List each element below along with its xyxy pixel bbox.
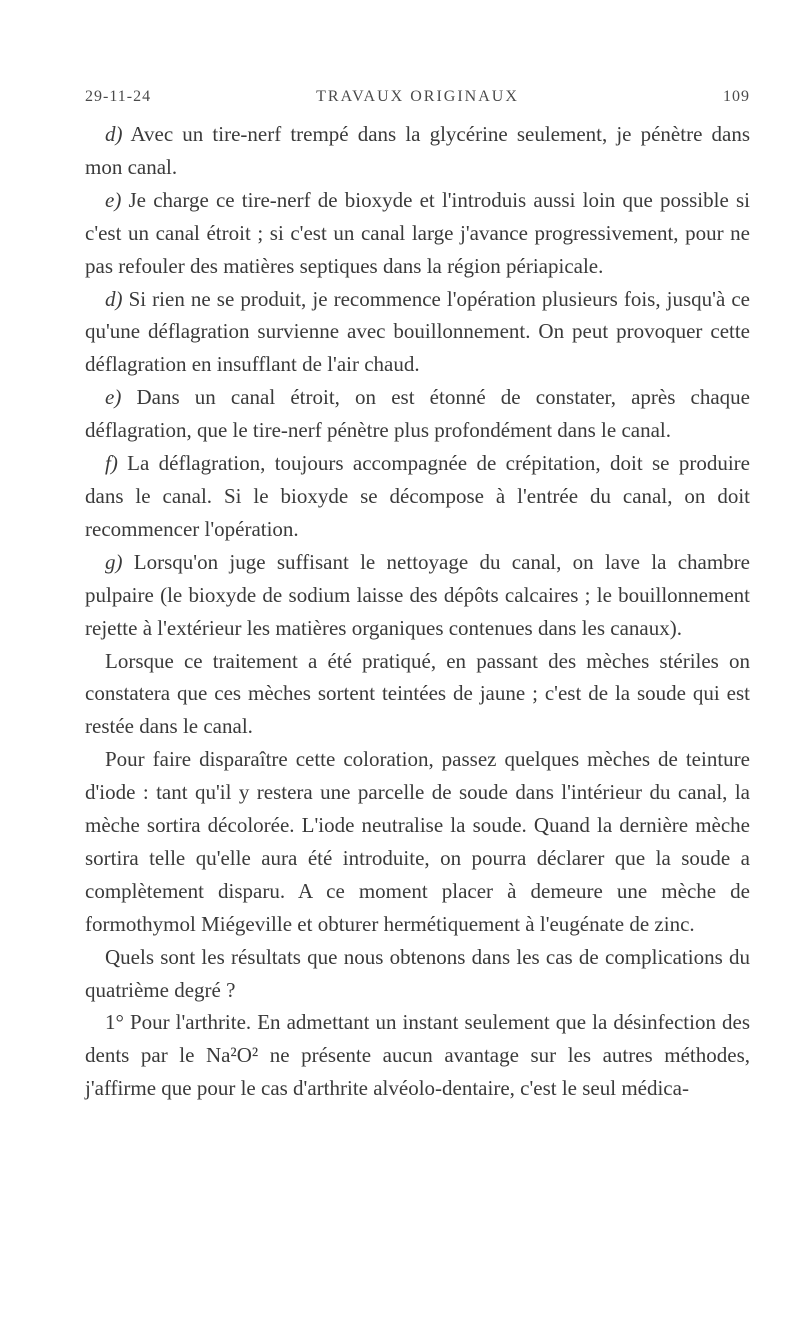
paragraph	[85, 283, 750, 382]
paragraph-text: Je charge ce tire-nerf de bioxyde et l'introduis aussi loin que possible si c'est un canal étroit ; si c'est un canal large j'avance progressivement, pour ne pas refouler des matières septiques dans la région périapicale.	[85, 187, 750, 278]
paragraph-text: 1° Pour l'arthrite. En admettant un instant seulement que la désinfection des dents par le Na²O² ne présente aucun avantage sur les autres méthodes, j'affirme que pour le cas d'arthrite alvéolo-dentaire, c'est le seul médica-	[85, 1010, 750, 1101]
paragraph	[85, 546, 750, 645]
header-date: 29-11-24	[85, 88, 152, 105]
paragraph	[85, 645, 750, 744]
paragraph-text: Lorsque ce traitement a été pratiqué, en passant des mèches stériles on constatera que ces mèches sortent teintées de jaune ; c'est de la soude qui est restée dans le canal.	[85, 648, 750, 739]
paragraph-label: d)	[105, 122, 123, 146]
page-number: 109	[723, 88, 750, 105]
paragraph	[85, 941, 750, 1007]
paragraph-label: e)	[105, 187, 122, 212]
paragraph	[85, 447, 750, 546]
paragraph-label: g)	[105, 549, 123, 574]
paragraph	[85, 1006, 750, 1105]
paragraph-label: f)	[105, 451, 118, 476]
paragraph-text: Pour faire disparaître cette coloration, passez quelques mèches de teinture d'iode : tant qu'il y restera une parcelle de soude dans l'intérieur du canal, la mèche sortira décolorée. L'iode neutralise la soude. Quand la dernière mèche sortira telle qu'elle aura été introduite, on pourra déclarer que la soude a complètement disparu. A ce moment placer à demeure une mèche de formothymol Miégeville et obturer hermétiquement à l'eugénate de zinc.	[85, 747, 750, 936]
header-title: TRAVAUX ORIGINAUX	[316, 88, 519, 105]
paragraph-text: Quels sont les résultats que nous obtenons dans les cas de complications du quatrième degré ?	[85, 944, 750, 1002]
paragraph	[85, 118, 750, 184]
paragraph-label: d)	[105, 286, 123, 311]
paragraph	[85, 184, 750, 283]
paragraph-text: Si rien ne se produit, je recommence l'opération plusieurs fois, jusqu'à ce qu'une déflagration survienne avec bouillonnement. On peut provoquer cette déflagration en insufflant de l'air chaud.	[85, 286, 750, 377]
paragraph-label: e)	[105, 385, 122, 410]
paragraph-text: Avec un tire-nerf trempé dans la glycérine seulement, je pénètre dans mon canal.	[85, 122, 750, 179]
paragraph	[85, 381, 750, 447]
paragraph-text: Lorsqu'on juge suffisant le nettoyage du canal, on lave la chambre pulpaire (le bioxyde de sodium laisse des dépôts calcaires ; le bouillonnement rejette à l'extérieur les matières organiques contenues dans les canaux).	[85, 549, 750, 640]
paragraph-text: La déflagration, toujours accompagnée de crépitation, doit se produire dans le canal. Si le bioxyde se décompose à l'entrée du canal, on doit recommencer l'opération.	[85, 451, 750, 541]
body-text	[85, 118, 750, 1105]
paragraph-text: Dans un canal étroit, on est étonné de constater, après chaque déflagration, que le tire-nerf pénètre plus profondément dans le canal.	[85, 385, 750, 443]
running-head	[85, 88, 750, 110]
paragraph	[85, 743, 750, 940]
